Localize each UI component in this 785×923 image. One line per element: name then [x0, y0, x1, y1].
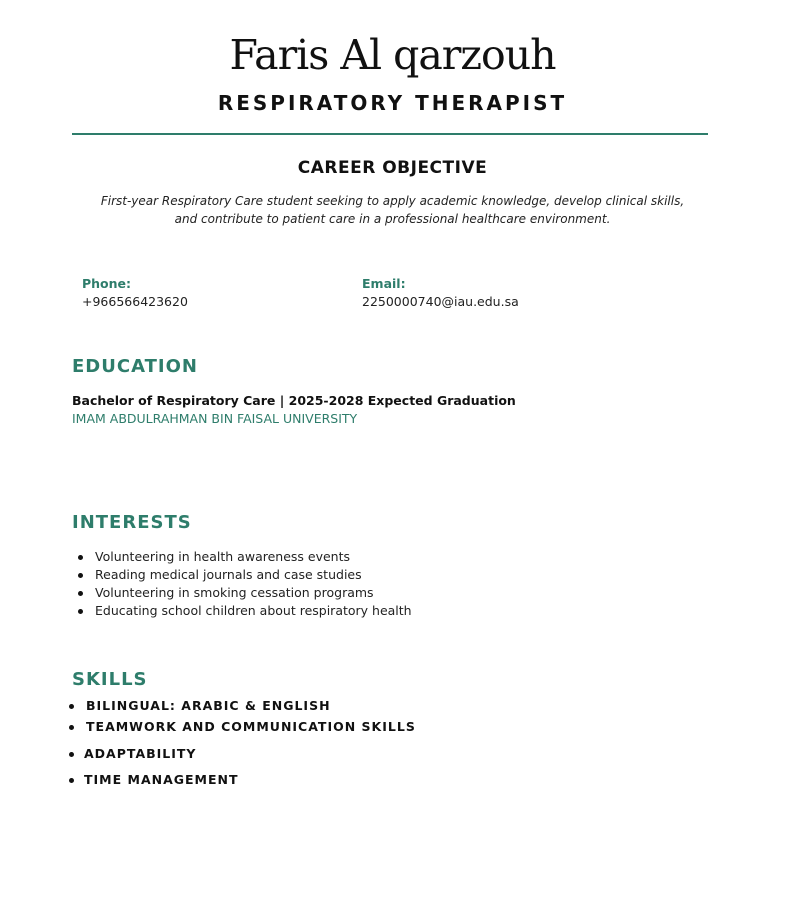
bullet-icon [69, 752, 74, 757]
bullet-icon [69, 778, 74, 783]
skill-label: ADAPTABILITY [84, 746, 197, 761]
candidate-name: Faris Al qarzouh [229, 31, 556, 79]
phone-label: Phone: [82, 276, 132, 291]
list-item: Volunteering in health awareness events [72, 548, 412, 566]
bullet-icon [69, 725, 74, 730]
phone-value: +966566423620 [82, 294, 188, 309]
skills-heading: SKILLS [72, 669, 148, 690]
bullet-icon [69, 704, 74, 709]
skill-label: BILINGUAL: ARABIC & ENGLISH [86, 698, 331, 713]
list-item: Volunteering in smoking cessation programs [72, 584, 412, 602]
phone-contact [82, 275, 188, 311]
career-objective-heading: CAREER OBJECTIVE [297, 158, 488, 178]
skill-label: TEAMWORK AND COMMUNICATION SKILLS [86, 719, 416, 734]
interests-list [72, 548, 412, 620]
email-label: Email: [362, 276, 406, 291]
list-item: Reading medical journals and case studies [72, 566, 412, 584]
list-item: Educating school children about respiratory health [72, 602, 412, 620]
skill-label: TIME MANAGEMENT [84, 772, 239, 787]
email-contact [362, 275, 519, 311]
email-value: 2250000740@iau.edu.sa [362, 294, 519, 309]
career-objective-text: First-year Respiratory Care student seeking to apply academic knowledge, develop clinical skills, and contribute to patient care in a professional healthcare environment. [100, 194, 685, 226]
header-divider [72, 133, 708, 135]
degree-line: Bachelor of Respiratory Care | 2025-2028 Expected Graduation [72, 393, 516, 408]
job-title: RESPIRATORY THERAPIST [217, 91, 568, 115]
interests-heading: INTERESTS [72, 512, 192, 533]
university-name: IMAM ABDULRAHMAN BIN FAISAL UNIVERSITY [72, 411, 358, 426]
education-heading: EDUCATION [72, 356, 198, 377]
